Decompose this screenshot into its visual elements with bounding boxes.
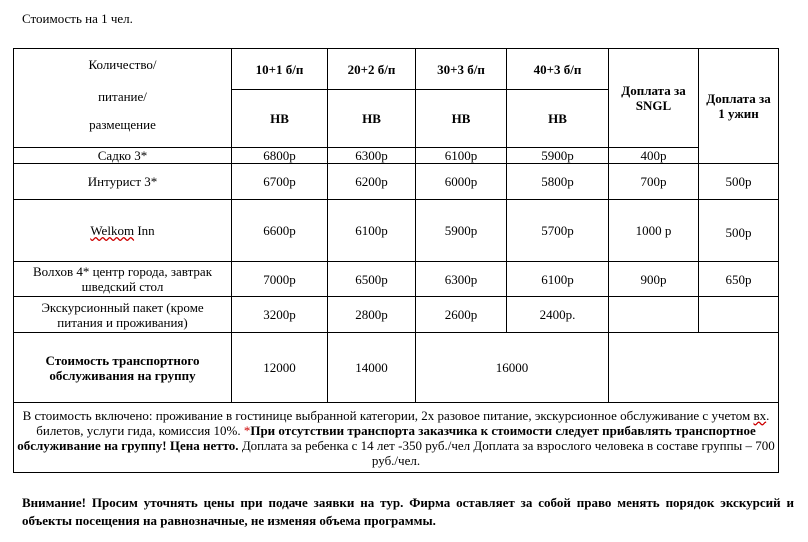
header-quantity-cell	[14, 49, 232, 148]
dinner-cell: 500р	[699, 164, 779, 200]
price-cell: 6200р	[328, 164, 416, 200]
price-cell: 2400р.	[507, 297, 609, 333]
note-bold: При отсутствии транспорта заказчика к стоимости следует прибавлять транспортное обслуживание на группу! Цена нетто.	[17, 422, 756, 453]
header-group: 40+3 б/п	[507, 49, 609, 90]
header-group: 20+2 б/п	[328, 49, 416, 90]
price-cell: 2600р	[416, 297, 507, 333]
table-row	[14, 262, 779, 297]
price-cell: 6100р	[328, 200, 416, 262]
price-table	[13, 48, 779, 473]
transport-value: 14000	[328, 333, 416, 403]
note-text: вх	[753, 407, 767, 423]
hotel-name: Волхов 4* центр города, завтрак шведский стол	[14, 262, 232, 297]
price-cell: 6000р	[416, 164, 507, 200]
price-cell: 6800р	[232, 148, 328, 164]
table-row	[14, 200, 779, 262]
note-text: В стоимость включено: проживание в гостинице выбранной категории, 2х разовое питание, экскурсионное обслуживание с учетом	[22, 407, 754, 423]
price-cell: 6700р	[232, 164, 328, 200]
dinner-cell: 500р	[699, 200, 779, 262]
transport-empty	[609, 333, 779, 403]
price-cell: 5900р	[507, 148, 609, 164]
sngl-cell: 900р	[609, 262, 699, 297]
table-row	[14, 164, 779, 200]
dinner-cell	[699, 297, 779, 333]
header-dinner: Доплата за 1 ужин	[699, 49, 779, 164]
package-name: Экскурсионный пакет (кроме питания и проживания)	[14, 297, 232, 333]
sngl-cell: 400р	[609, 148, 699, 164]
header-qty-line: размещение	[89, 116, 156, 132]
price-cell: 6300р	[328, 148, 416, 164]
header-meal: HB	[416, 90, 507, 148]
header-row	[14, 49, 779, 90]
header-group: 30+3 б/п	[416, 49, 507, 90]
header-sngl: Доплата за SNGL	[609, 49, 699, 148]
hotel-name: Интурист 3*	[14, 164, 232, 200]
header-meal: HB	[507, 90, 609, 148]
header-qty-line: питание/	[98, 88, 147, 104]
price-cell: 5900р	[416, 200, 507, 262]
warning-footer: Внимание! Просим уточнять цены при подаче заявки на тур. Фирма оставляет за собой право менять порядок экскурсий и объекты посещения на равнозначные, не изменяя объема программы.	[22, 495, 794, 528]
price-cell: 6600р	[232, 200, 328, 262]
price-cell: 6300р	[416, 262, 507, 297]
note-row	[14, 403, 779, 473]
transport-value: 12000	[232, 333, 328, 403]
table-row	[14, 297, 779, 333]
price-cell: 6100р	[507, 262, 609, 297]
hotel-name: Садко 3*	[14, 148, 232, 164]
price-cell: 5800р	[507, 164, 609, 200]
note-text: . билетов, услуги гида, комиссия 10%.	[36, 407, 770, 438]
hotel-name-part: Inn	[134, 223, 155, 238]
header-group: 10+1 б/п	[232, 49, 328, 90]
page-caption: Стоимость на 1 чел.	[22, 11, 133, 26]
sngl-cell: 700р	[609, 164, 699, 200]
price-cell: 6100р	[416, 148, 507, 164]
transport-value: 16000	[416, 333, 609, 403]
note-star: *	[243, 422, 251, 438]
header-meal: HB	[232, 90, 328, 148]
sngl-cell: 1000 р	[609, 200, 699, 262]
dinner-cell: 650р	[699, 262, 779, 297]
price-cell: 6500р	[328, 262, 416, 297]
header-meal: HB	[328, 90, 416, 148]
included-note	[14, 403, 779, 473]
hotel-name-part: Welkom	[90, 223, 135, 238]
hotel-name	[14, 200, 232, 262]
table-row	[14, 148, 779, 164]
sngl-cell	[609, 297, 699, 333]
price-cell: 2800р	[328, 297, 416, 333]
transport-row	[14, 333, 779, 403]
header-qty-line: Количество/	[88, 56, 157, 72]
transport-label: Стоимость транспортного обслуживания на группу	[14, 333, 232, 403]
note-text: Доплата за ребенка с 14 лет -350 руб./чел Доплата за взрослого человека в составе группы – 700 руб./чел.	[238, 437, 775, 468]
price-cell: 7000р	[232, 262, 328, 297]
price-cell: 5700р	[507, 200, 609, 262]
price-cell: 3200р	[232, 297, 328, 333]
